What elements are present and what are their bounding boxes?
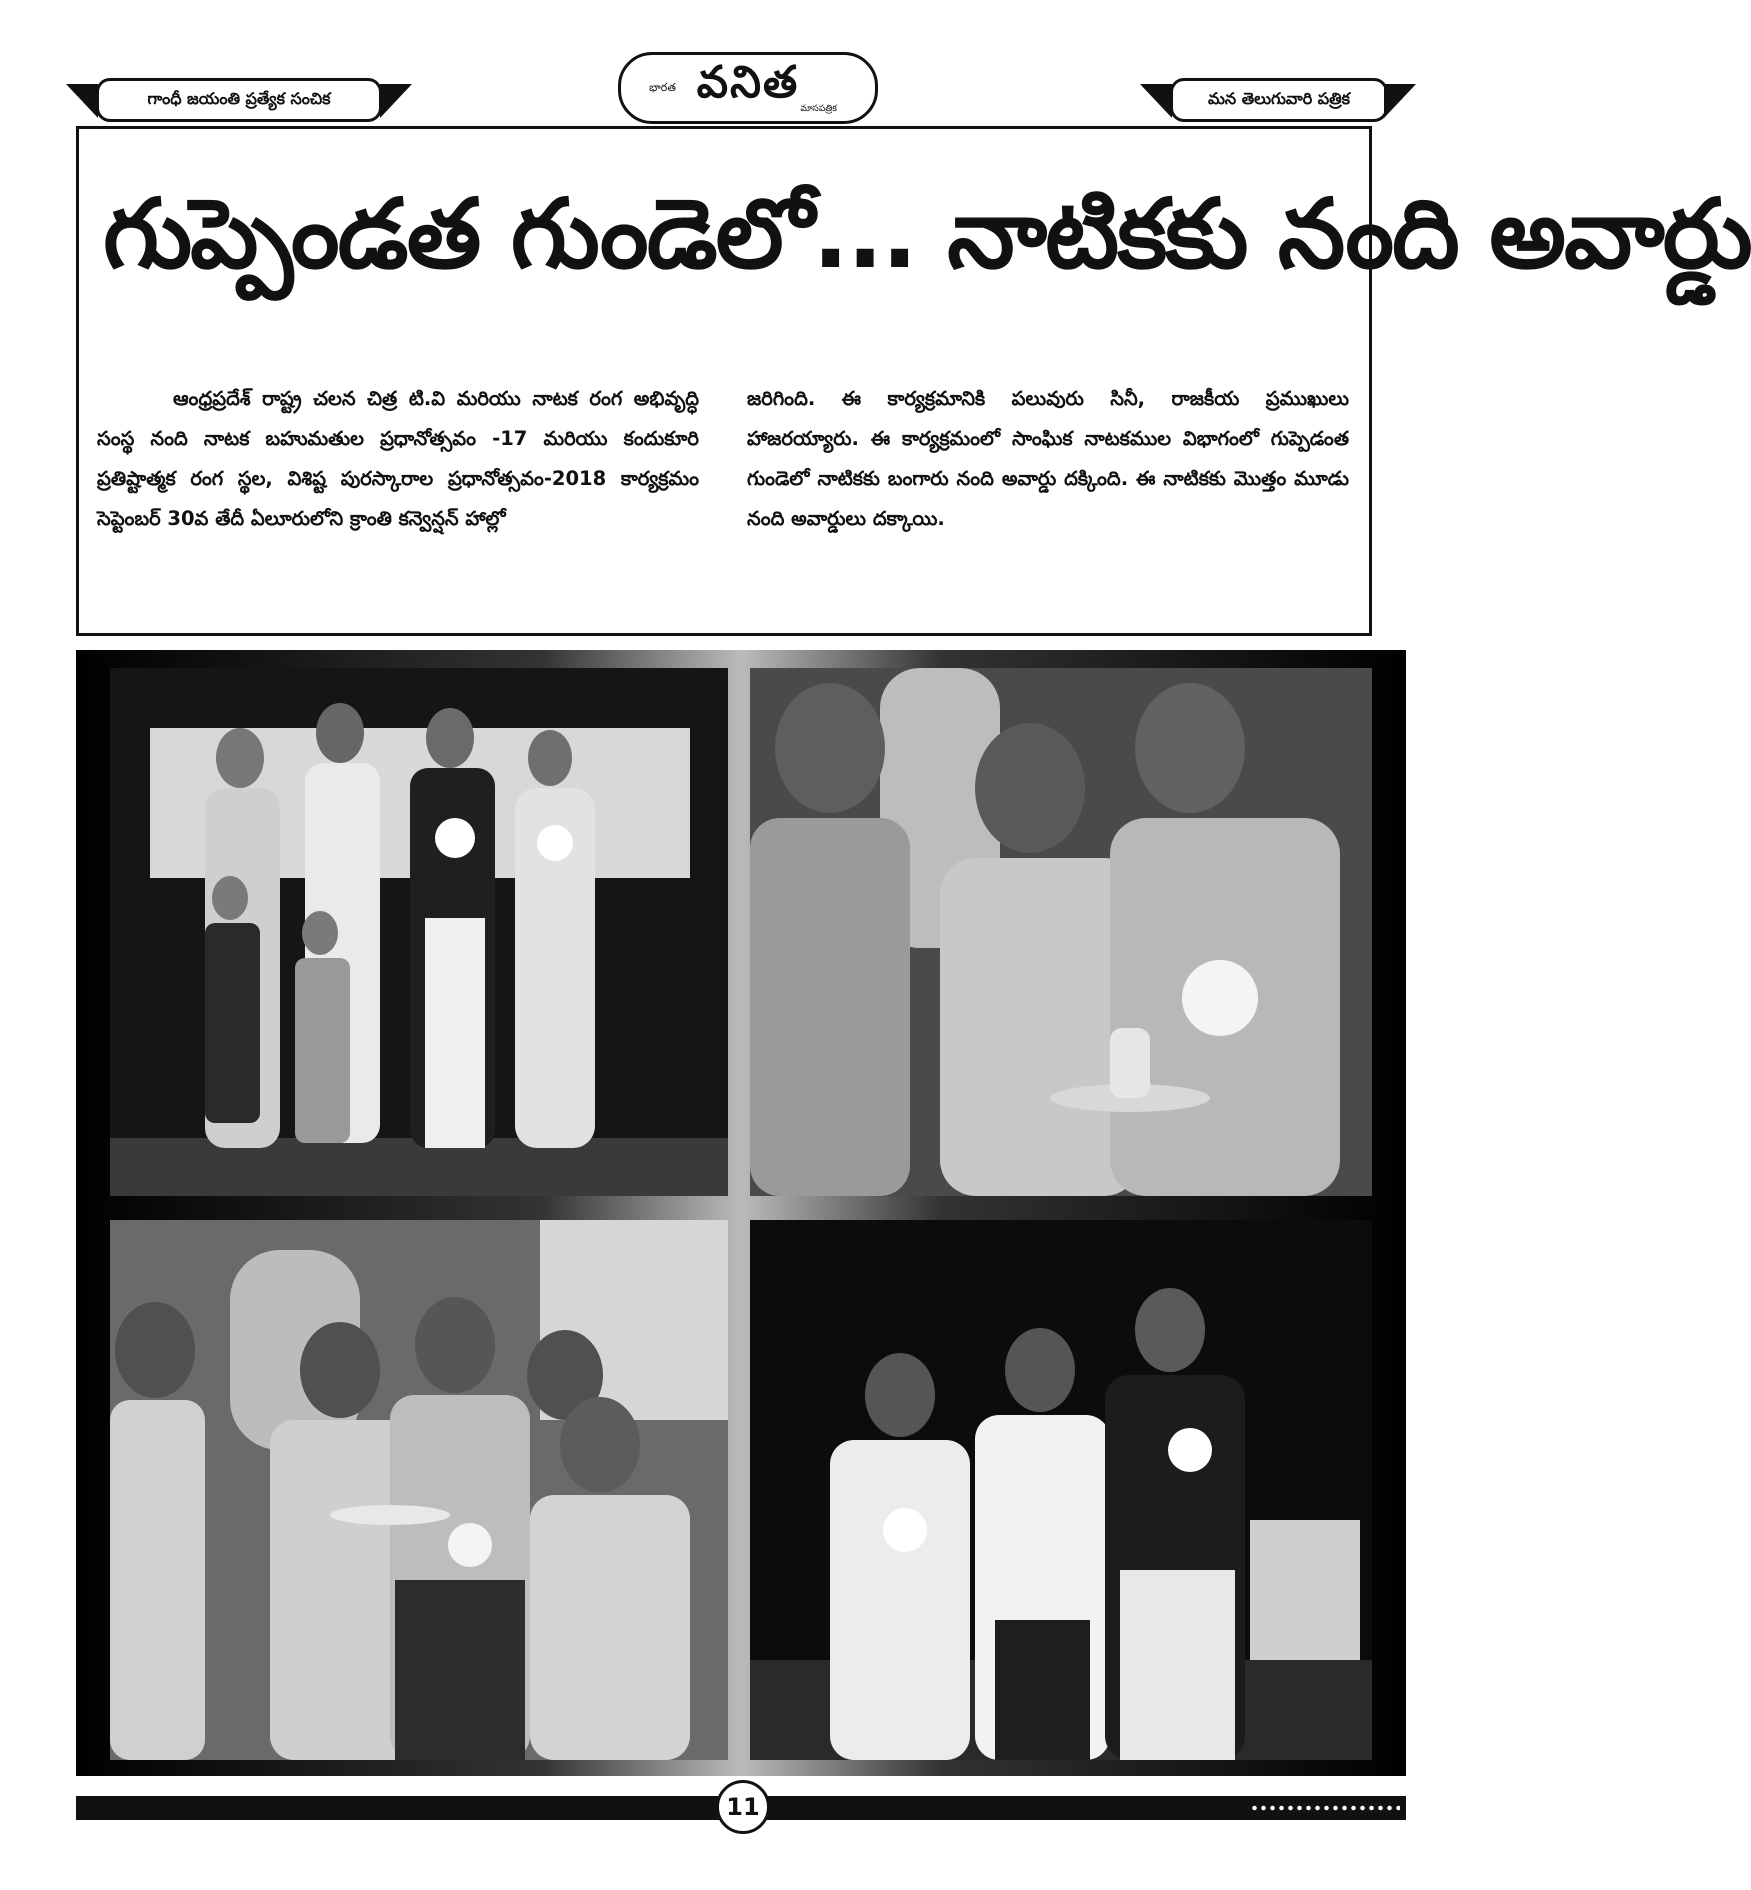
photo-stage-speech-image xyxy=(750,1220,1372,1760)
photo-family-award xyxy=(110,668,728,1196)
photo-stage-speech xyxy=(750,1220,1372,1760)
photo-group-memento-image xyxy=(110,1220,728,1760)
photo-trophy-handover xyxy=(750,668,1372,1196)
article-box xyxy=(76,126,1751,636)
page-number: 11 xyxy=(716,1780,770,1834)
header-left-ornament-2 xyxy=(380,84,412,118)
publication-logo xyxy=(618,52,878,124)
logo-small-text: భారత xyxy=(649,81,676,94)
article-column-right: జరిగింది. ఈ కార్యక్రమానికి పలువురు సినీ, రాజకీయ ప్రముఖులు హాజరయ్యారు. ఈ కార్యక్రమంలో సాంఘిక నాటకముల విభాగంలో గుప్పెడంత గుండెలో నాటికకు బంగారు నంది అవార్డు దక్కింది. ఈ నాటికకు మొత్తం మూడు నంది అవార్డులు దక్కాయి. xyxy=(747,387,1349,530)
article-headline: గుప్పెండత గుండెలో... నాటికకు నంది అవార్డు xyxy=(103,178,1751,290)
photo-trophy-handover-image xyxy=(750,668,1372,1196)
photo-family-award-image xyxy=(110,668,728,1196)
issue-label: గాంధీ జయంతి ప్రత్యేక సంచిక xyxy=(96,78,382,122)
tagline-label: మన తెలుగువారి పత్రిక xyxy=(1170,78,1388,122)
header-right-ornament xyxy=(1140,84,1172,118)
logo-title: వనిత xyxy=(696,57,800,108)
photo-gallery xyxy=(76,650,1406,1776)
logo-subtitle: మాసపత్రిక xyxy=(800,104,837,114)
header-left-ornament xyxy=(66,84,98,118)
footer-dots xyxy=(1250,1802,1400,1814)
header-right-ornament-2 xyxy=(1384,84,1416,118)
article-column-left: ఆంధ్రప్రదేశ్ రాష్ట్ర చలన చిత్ర టి.వి మరియు నాటక రంగ అభివృద్ధి సంస్థ నంది నాటక బహుమతుల ప్రధానోత్సవం -17 మరియు కందుకూరి ప్రతిష్టాత్మక రంగ స్థల, విశిష్ట పురస్కారాల ప్రధానోత్సవం-2018 కార్యక్రమం సెప్టెంబర్ 30వ తేదీ ఏలూరులోని క్రాంతి కన్వెన్షన్ హాల్లో xyxy=(97,387,699,530)
photo-group-memento xyxy=(110,1220,728,1760)
